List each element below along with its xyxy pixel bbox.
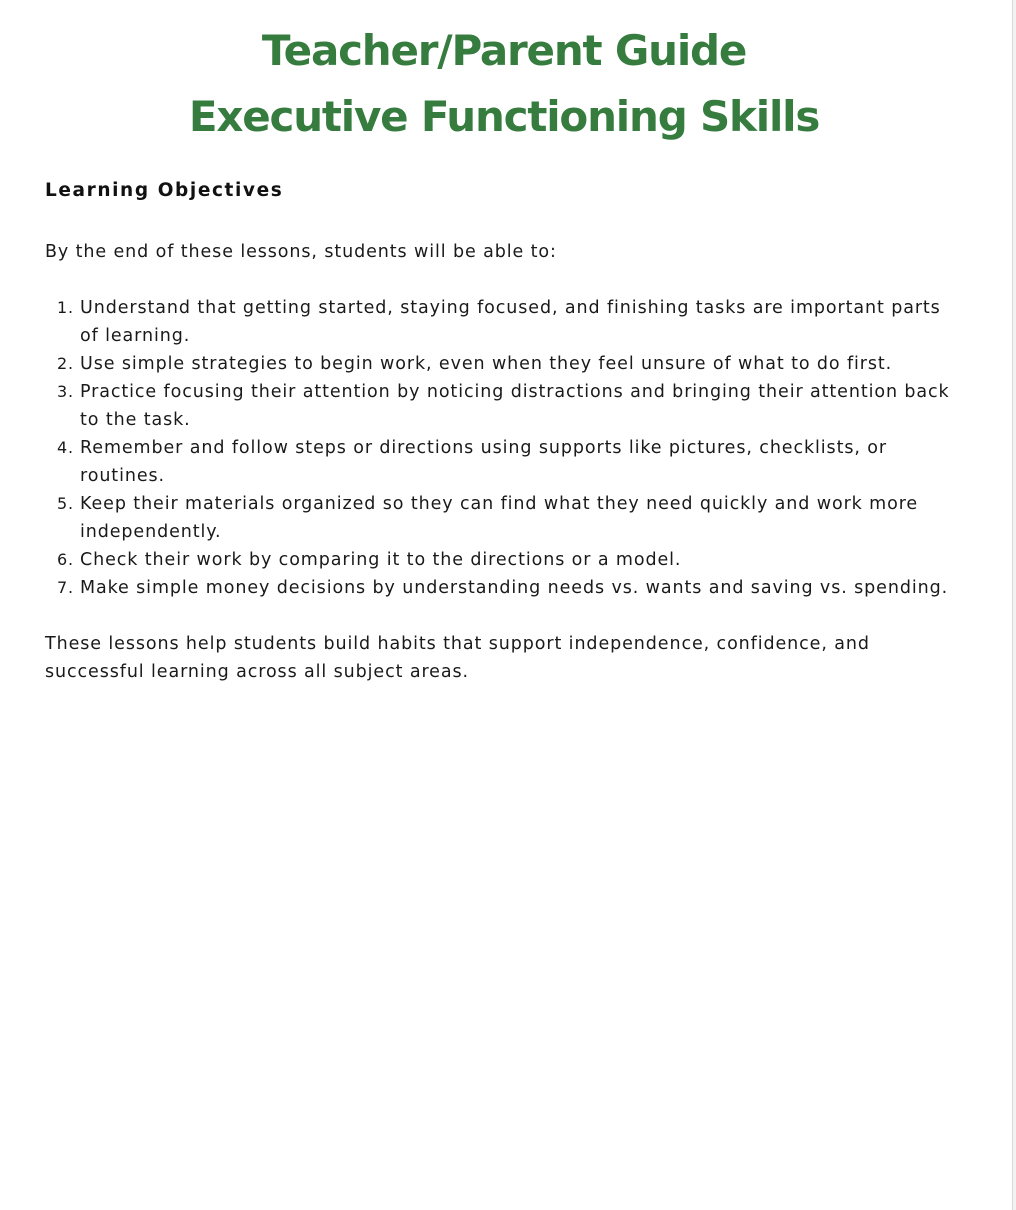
objective-item: 4. Remember and follow steps or directions using supports like pictures, checklists, or routines. [80, 434, 965, 490]
title-line-1: Teacher/Parent Guide [261, 26, 747, 75]
closing-paragraph: These lessons help students build habits that support independence, confidence, and successful learning across all subject areas. [45, 634, 870, 682]
objective-item: 3. Practice focusing their attention by noticing distractions and bringing their attention back to the task. [80, 378, 965, 434]
objective-item: 5. Keep their materials organized so they can find what they need quickly and work more independently. [80, 490, 965, 546]
objective-item: 1. Understand that getting started, staying focused, and finishing tasks are important parts of learning. [80, 294, 965, 350]
title-line-2: Executive Functioning Skills [188, 92, 820, 141]
section-heading: Learning Objectives [45, 180, 284, 201]
document-body [45, 174, 965, 686]
page-title [0, 18, 1008, 150]
objective-item: 7. Make simple money decisions by understanding needs vs. wants and saving vs. spending. [80, 574, 965, 602]
objective-item: 2. Use simple strategies to begin work, even when they feel unsure of what to do first. [80, 350, 965, 378]
intro-paragraph: By the end of these lessons, students will be able to: [45, 242, 557, 262]
objective-item: 6. Check their work by comparing it to the directions or a model. [80, 546, 965, 574]
objectives-list [45, 294, 965, 602]
